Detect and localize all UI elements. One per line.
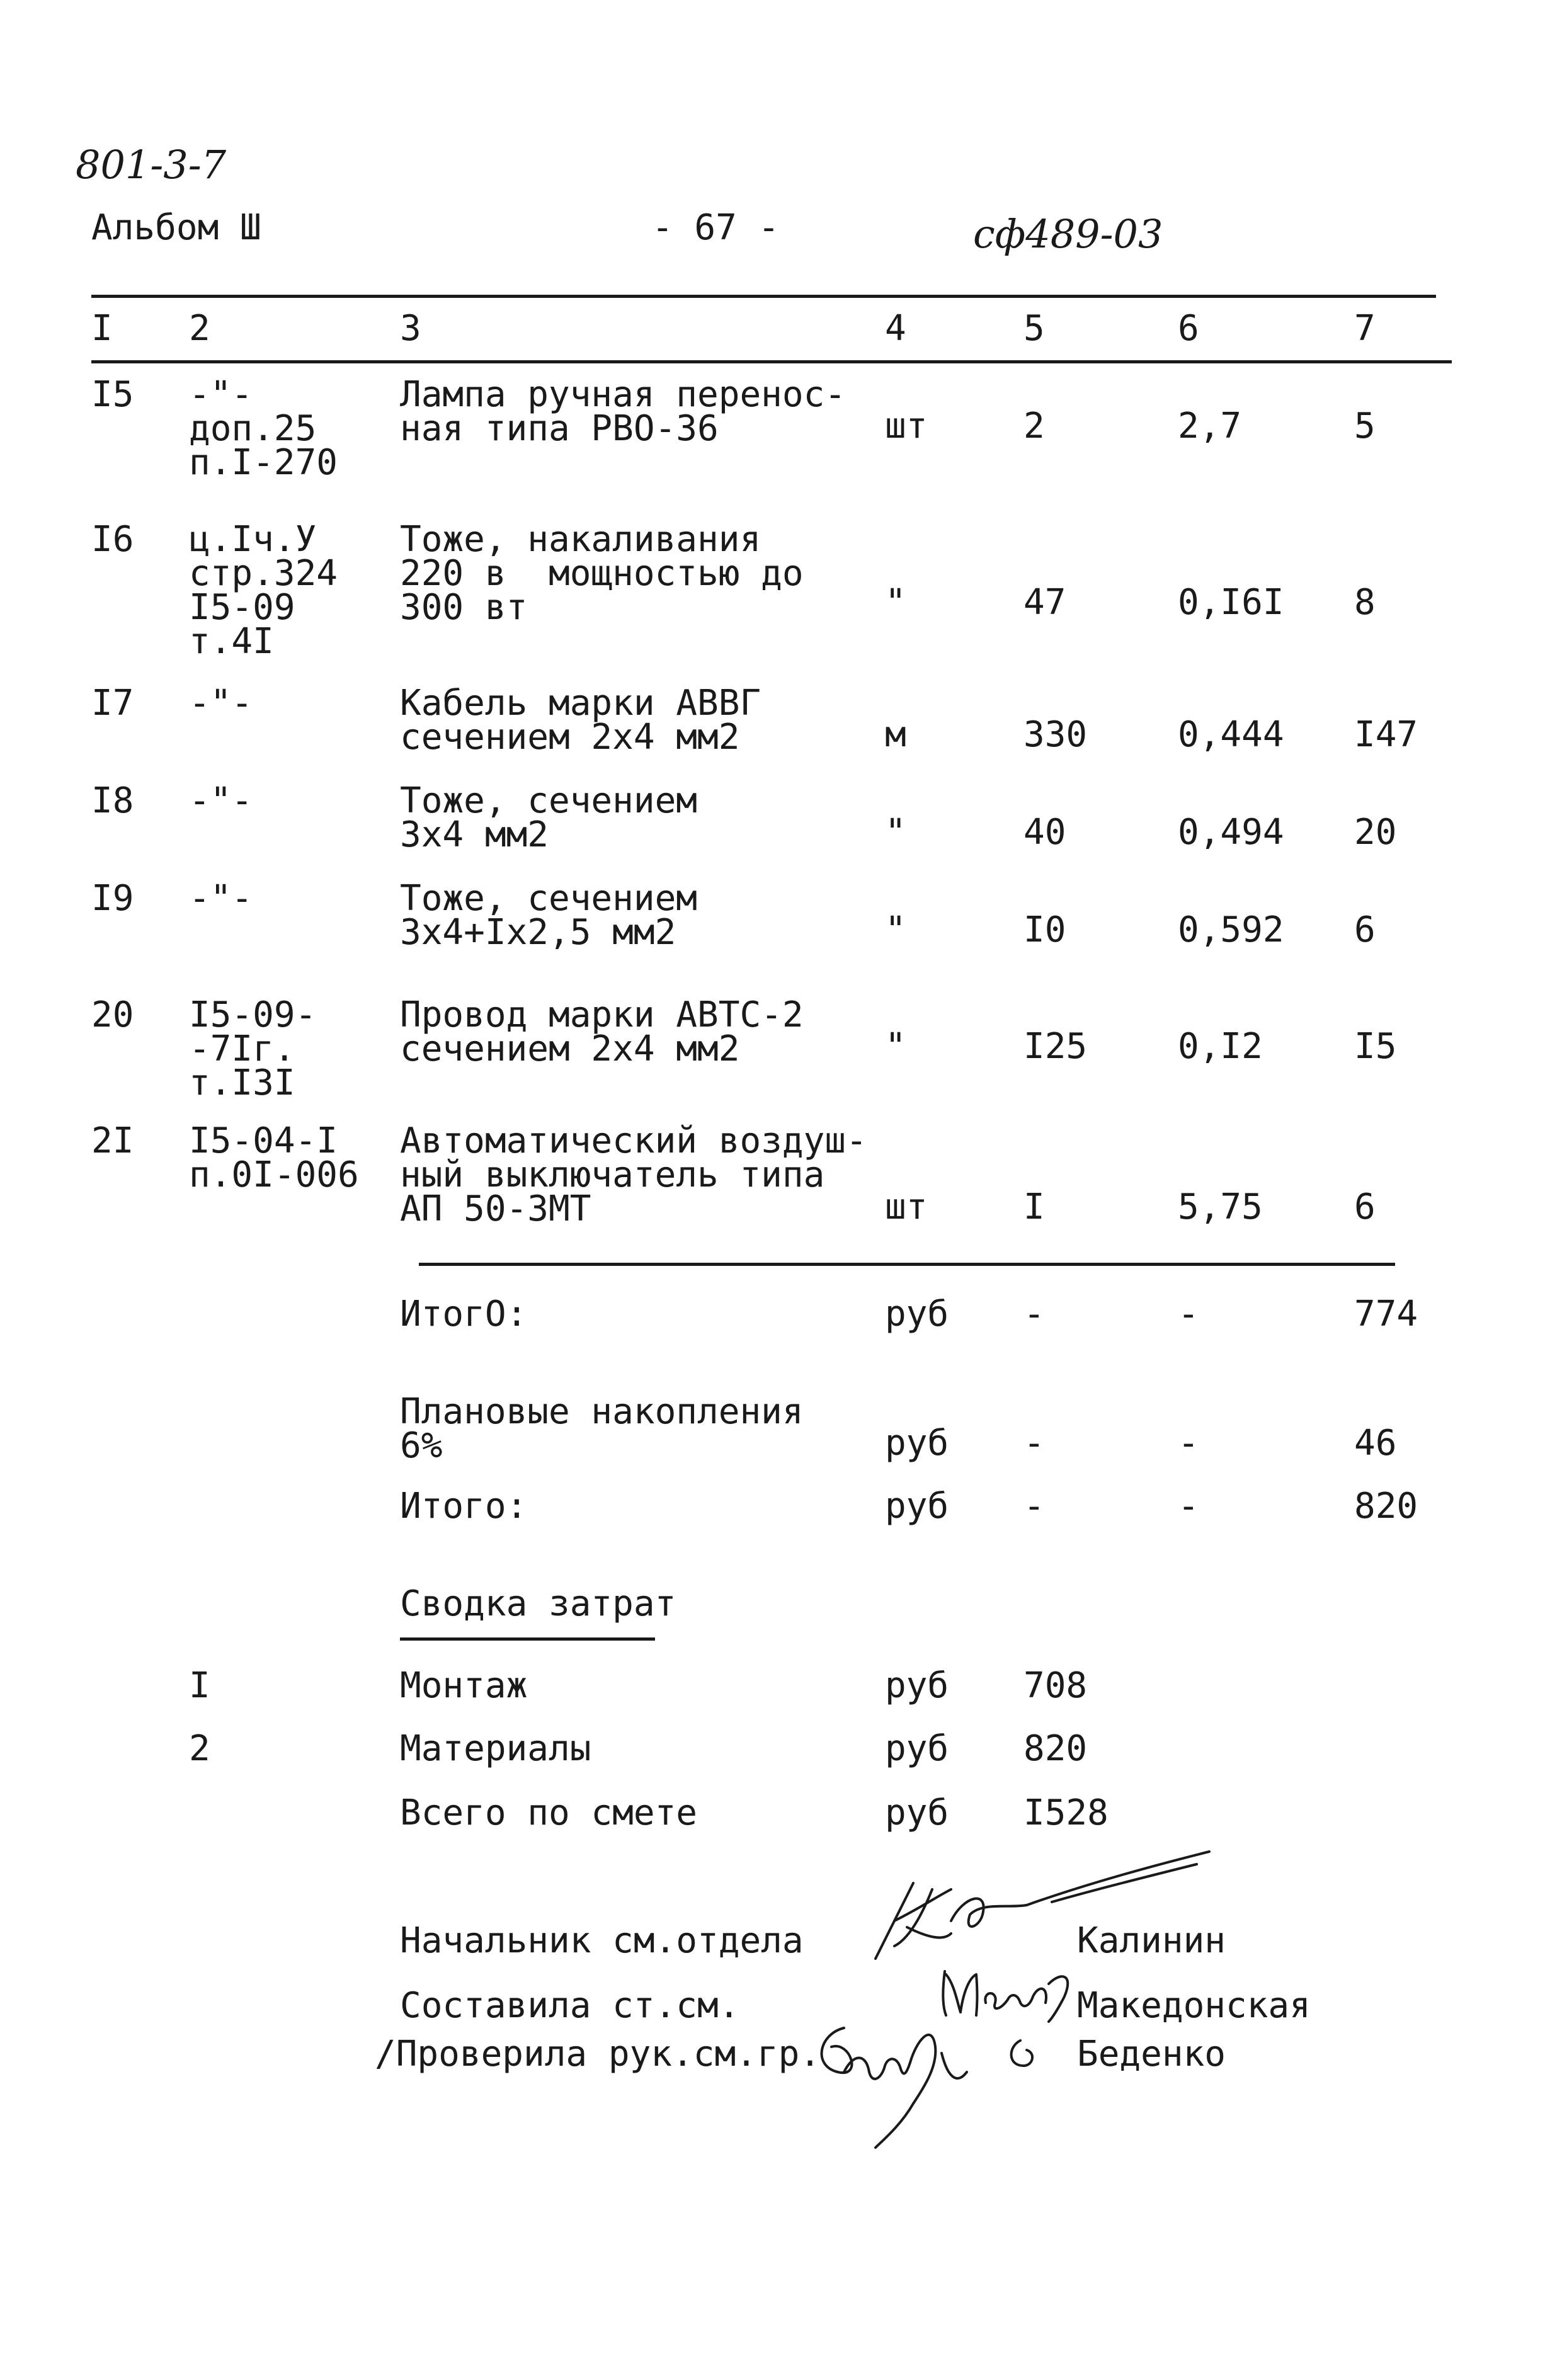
row-unit: " [885, 909, 906, 950]
row-total: 8 [1354, 582, 1376, 623]
column-header: 6 [1178, 308, 1199, 349]
row-number: 2I [91, 1120, 134, 1161]
row-number: I6 [91, 519, 134, 560]
total-unit: руб [885, 1486, 949, 1527]
signature-role: Начальник см.отдела [400, 1920, 804, 1961]
total-total: 820 [1354, 1486, 1418, 1527]
row-name: Автоматический воздуш- ный выключатель типа АП 50-3МТ [400, 1120, 867, 1229]
row-number: I7 [91, 683, 134, 724]
row-total: 6 [1354, 909, 1376, 950]
row-price: 2,7 [1178, 406, 1242, 447]
row-number: I8 [91, 780, 134, 821]
column-header: 3 [400, 308, 421, 349]
row-reference: -"- [189, 780, 253, 821]
row-quantity: 40 [1023, 812, 1066, 853]
row-unit: " [885, 1026, 906, 1067]
summary-item-unit: руб [885, 1792, 949, 1833]
summary-title: Сводка затрат [400, 1583, 676, 1624]
total-quantity: - [1023, 1486, 1045, 1527]
row-total: 5 [1354, 406, 1376, 447]
signature-role: Составила ст.см. [400, 1985, 740, 2026]
summary-item-label: Материалы [400, 1728, 591, 1769]
row-price: 0,I2 [1178, 1026, 1263, 1067]
album-label: Альбом Ш [91, 207, 261, 248]
summary-item-value: 820 [1023, 1728, 1088, 1769]
column-header: I [91, 308, 113, 349]
row-total: 20 [1354, 812, 1397, 853]
row-price: 0,444 [1178, 714, 1284, 755]
row-unit: " [885, 812, 906, 853]
column-header: 2 [189, 308, 210, 349]
subtotal-price: - [1178, 1294, 1199, 1335]
planned-savings-unit: руб [885, 1423, 949, 1464]
row-price: 0,I6I [1178, 582, 1284, 623]
summary-item-value: I528 [1023, 1792, 1109, 1833]
row-reference: I5-09- -7Iг. т.I3I [189, 994, 317, 1103]
row-reference: -"- [189, 878, 253, 919]
signature-kalinin [869, 1845, 1222, 1971]
summary-item-value: 708 [1023, 1665, 1088, 1706]
row-reference: ц.Iч.У стр.324 I5-09 т.4I [189, 519, 338, 662]
row-name: Лампа ручная перенос- ная типа РВО-36 [400, 374, 847, 449]
planned-savings-quantity: - [1023, 1423, 1045, 1464]
subtotal-label: ИтогО: [400, 1294, 528, 1335]
row-name: Тоже, сечением 3х4 мм2 [400, 780, 698, 855]
summary-item-label: Монтаж [400, 1665, 528, 1706]
row-quantity: 330 [1023, 714, 1088, 755]
table-top-rule [91, 295, 1436, 298]
signature-name: Калинин [1077, 1920, 1226, 1961]
row-total: I47 [1354, 714, 1418, 755]
column-header: 5 [1023, 308, 1045, 349]
column-header: 7 [1354, 308, 1376, 349]
subtotal-total: 774 [1354, 1294, 1418, 1335]
row-reference: -"- [189, 683, 253, 724]
page-number: - 67 - [652, 207, 780, 248]
handwritten-code: 801-3-7 [76, 142, 227, 188]
row-quantity: 2 [1023, 406, 1045, 447]
table-header-rule [91, 360, 1452, 363]
planned-savings-label: Плановые накопления 6% [400, 1391, 804, 1466]
row-unit: м [885, 714, 906, 755]
row-name: Кабель марки АВВГ сечением 2х4 мм2 [400, 683, 761, 758]
row-price: 5,75 [1178, 1187, 1263, 1227]
subtotal-quantity: - [1023, 1294, 1045, 1335]
summary-item-unit: руб [885, 1728, 949, 1769]
signature-role: /Проверила рук.см.гр. [375, 2034, 821, 2075]
row-number: I5 [91, 374, 134, 415]
summary-item-number: 2 [189, 1728, 210, 1769]
row-price: 0,592 [1178, 909, 1284, 950]
row-unit: шт [885, 406, 928, 447]
row-total: 6 [1354, 1187, 1376, 1227]
planned-savings-total: 46 [1354, 1423, 1397, 1464]
signature-name: Македонская [1077, 1985, 1311, 2026]
signature-name: Беденко [1077, 2034, 1226, 2075]
total-price: - [1178, 1486, 1199, 1527]
row-name: Тоже, накаливания 220 в мощностью до 300 вт [400, 519, 804, 628]
row-reference: -"- доп.25 п.I-270 [189, 374, 338, 483]
signature-bedenko [806, 2003, 1071, 2154]
summary-item-label: Всего по смете [400, 1792, 698, 1833]
row-quantity: I25 [1023, 1026, 1088, 1067]
row-reference: I5-04-I п.0I-006 [189, 1120, 359, 1195]
totals-rule [419, 1263, 1395, 1266]
column-header: 4 [885, 308, 906, 349]
row-total: I5 [1354, 1026, 1397, 1067]
row-quantity: I0 [1023, 909, 1066, 950]
row-price: 0,494 [1178, 812, 1284, 853]
subtotal-unit: руб [885, 1294, 949, 1335]
summary-item-unit: руб [885, 1665, 949, 1706]
handwritten-reference: сф489-03 [973, 211, 1163, 257]
row-number: 20 [91, 994, 134, 1035]
total-label: Итого: [400, 1486, 528, 1527]
summary-title-underline [400, 1637, 655, 1641]
row-number: I9 [91, 878, 134, 919]
planned-savings-price: - [1178, 1423, 1199, 1464]
row-unit: шт [885, 1187, 928, 1227]
row-unit: " [885, 582, 906, 623]
summary-item-number: I [189, 1665, 210, 1706]
row-quantity: I [1023, 1187, 1045, 1227]
row-name: Провод марки АВТС-2 сечением 2х4 мм2 [400, 994, 804, 1069]
row-quantity: 47 [1023, 582, 1066, 623]
row-name: Тоже, сечением 3х4+Iх2,5 мм2 [400, 878, 698, 953]
